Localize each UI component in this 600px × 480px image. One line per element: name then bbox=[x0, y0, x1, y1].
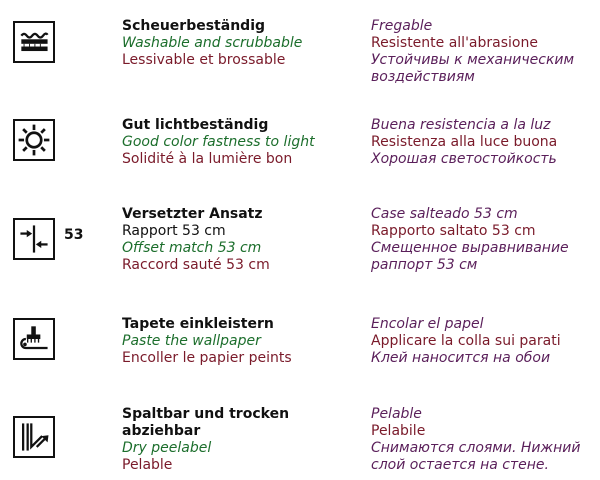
text-de: Spaltbar und trocken abziehbar bbox=[122, 406, 290, 439]
column-right bbox=[371, 316, 596, 367]
text-it: Pelabile bbox=[371, 423, 426, 439]
dry-peelable-icon bbox=[13, 416, 55, 458]
column-left bbox=[122, 117, 357, 168]
column-right bbox=[371, 117, 596, 168]
column-right bbox=[371, 406, 596, 474]
column-right bbox=[371, 18, 596, 86]
text-de: Versetzter Ansatz bbox=[122, 206, 263, 222]
text-de: Tapete einkleistern bbox=[122, 316, 274, 332]
sun-lightfast-icon bbox=[13, 119, 55, 161]
text-fr: Pelable bbox=[122, 457, 173, 473]
text-es: Buena resistencia a la luz bbox=[371, 117, 551, 133]
text-es: Encolar el papel bbox=[371, 316, 484, 332]
text-es: Pelable bbox=[371, 406, 422, 422]
text-ru: Хорошая светостойкость bbox=[371, 151, 557, 167]
text-ru: Снимаются слоями. Нижний слой остается на стене. bbox=[371, 440, 581, 473]
text-fr: Lessivable et brossable bbox=[122, 52, 286, 68]
text-de: Scheuerbeständig bbox=[122, 18, 266, 34]
text-fr: Solidité à la lumière bon bbox=[122, 151, 293, 167]
text-en: Offset match 53 cm bbox=[122, 240, 262, 256]
text-fr: Raccord sauté 53 cm bbox=[122, 257, 270, 273]
column-left bbox=[122, 406, 357, 474]
offset-badge: 53 bbox=[64, 227, 84, 243]
column-right bbox=[371, 206, 596, 274]
text-ru: Смещенное выравнивание раппорт 53 см bbox=[371, 240, 569, 273]
text-it: Resistente all'abrasione bbox=[371, 35, 538, 51]
column-left bbox=[122, 18, 357, 69]
text-it: Applicare la colla sui parati bbox=[371, 333, 561, 349]
text-en: Good color fastness to light bbox=[122, 134, 315, 150]
text-de: Gut lichtbeständig bbox=[122, 117, 269, 133]
washable-scrubbable-icon bbox=[13, 21, 55, 63]
text-de-rapport: Rapport 53 cm bbox=[122, 223, 226, 239]
text-es: Case salteado 53 cm bbox=[371, 206, 518, 222]
paste-wallpaper-icon bbox=[13, 318, 55, 360]
text-ru: Устойчивы к механическим воздействиям bbox=[371, 52, 575, 85]
column-left bbox=[122, 206, 357, 274]
text-it: Resistenza alla luce buona bbox=[371, 134, 558, 150]
text-it: Rapporto saltato 53 cm bbox=[371, 223, 536, 239]
text-en: Washable and scrubbable bbox=[122, 35, 303, 51]
text-ru: Клей наносится на обои bbox=[371, 350, 551, 366]
text-en: Paste the wallpaper bbox=[122, 333, 261, 349]
text-fr: Encoller le papier peints bbox=[122, 350, 292, 366]
text-en: Dry peelabel bbox=[122, 440, 212, 456]
column-left bbox=[122, 316, 357, 367]
text-es: Fregable bbox=[371, 18, 433, 34]
offset-match-icon bbox=[13, 218, 55, 260]
